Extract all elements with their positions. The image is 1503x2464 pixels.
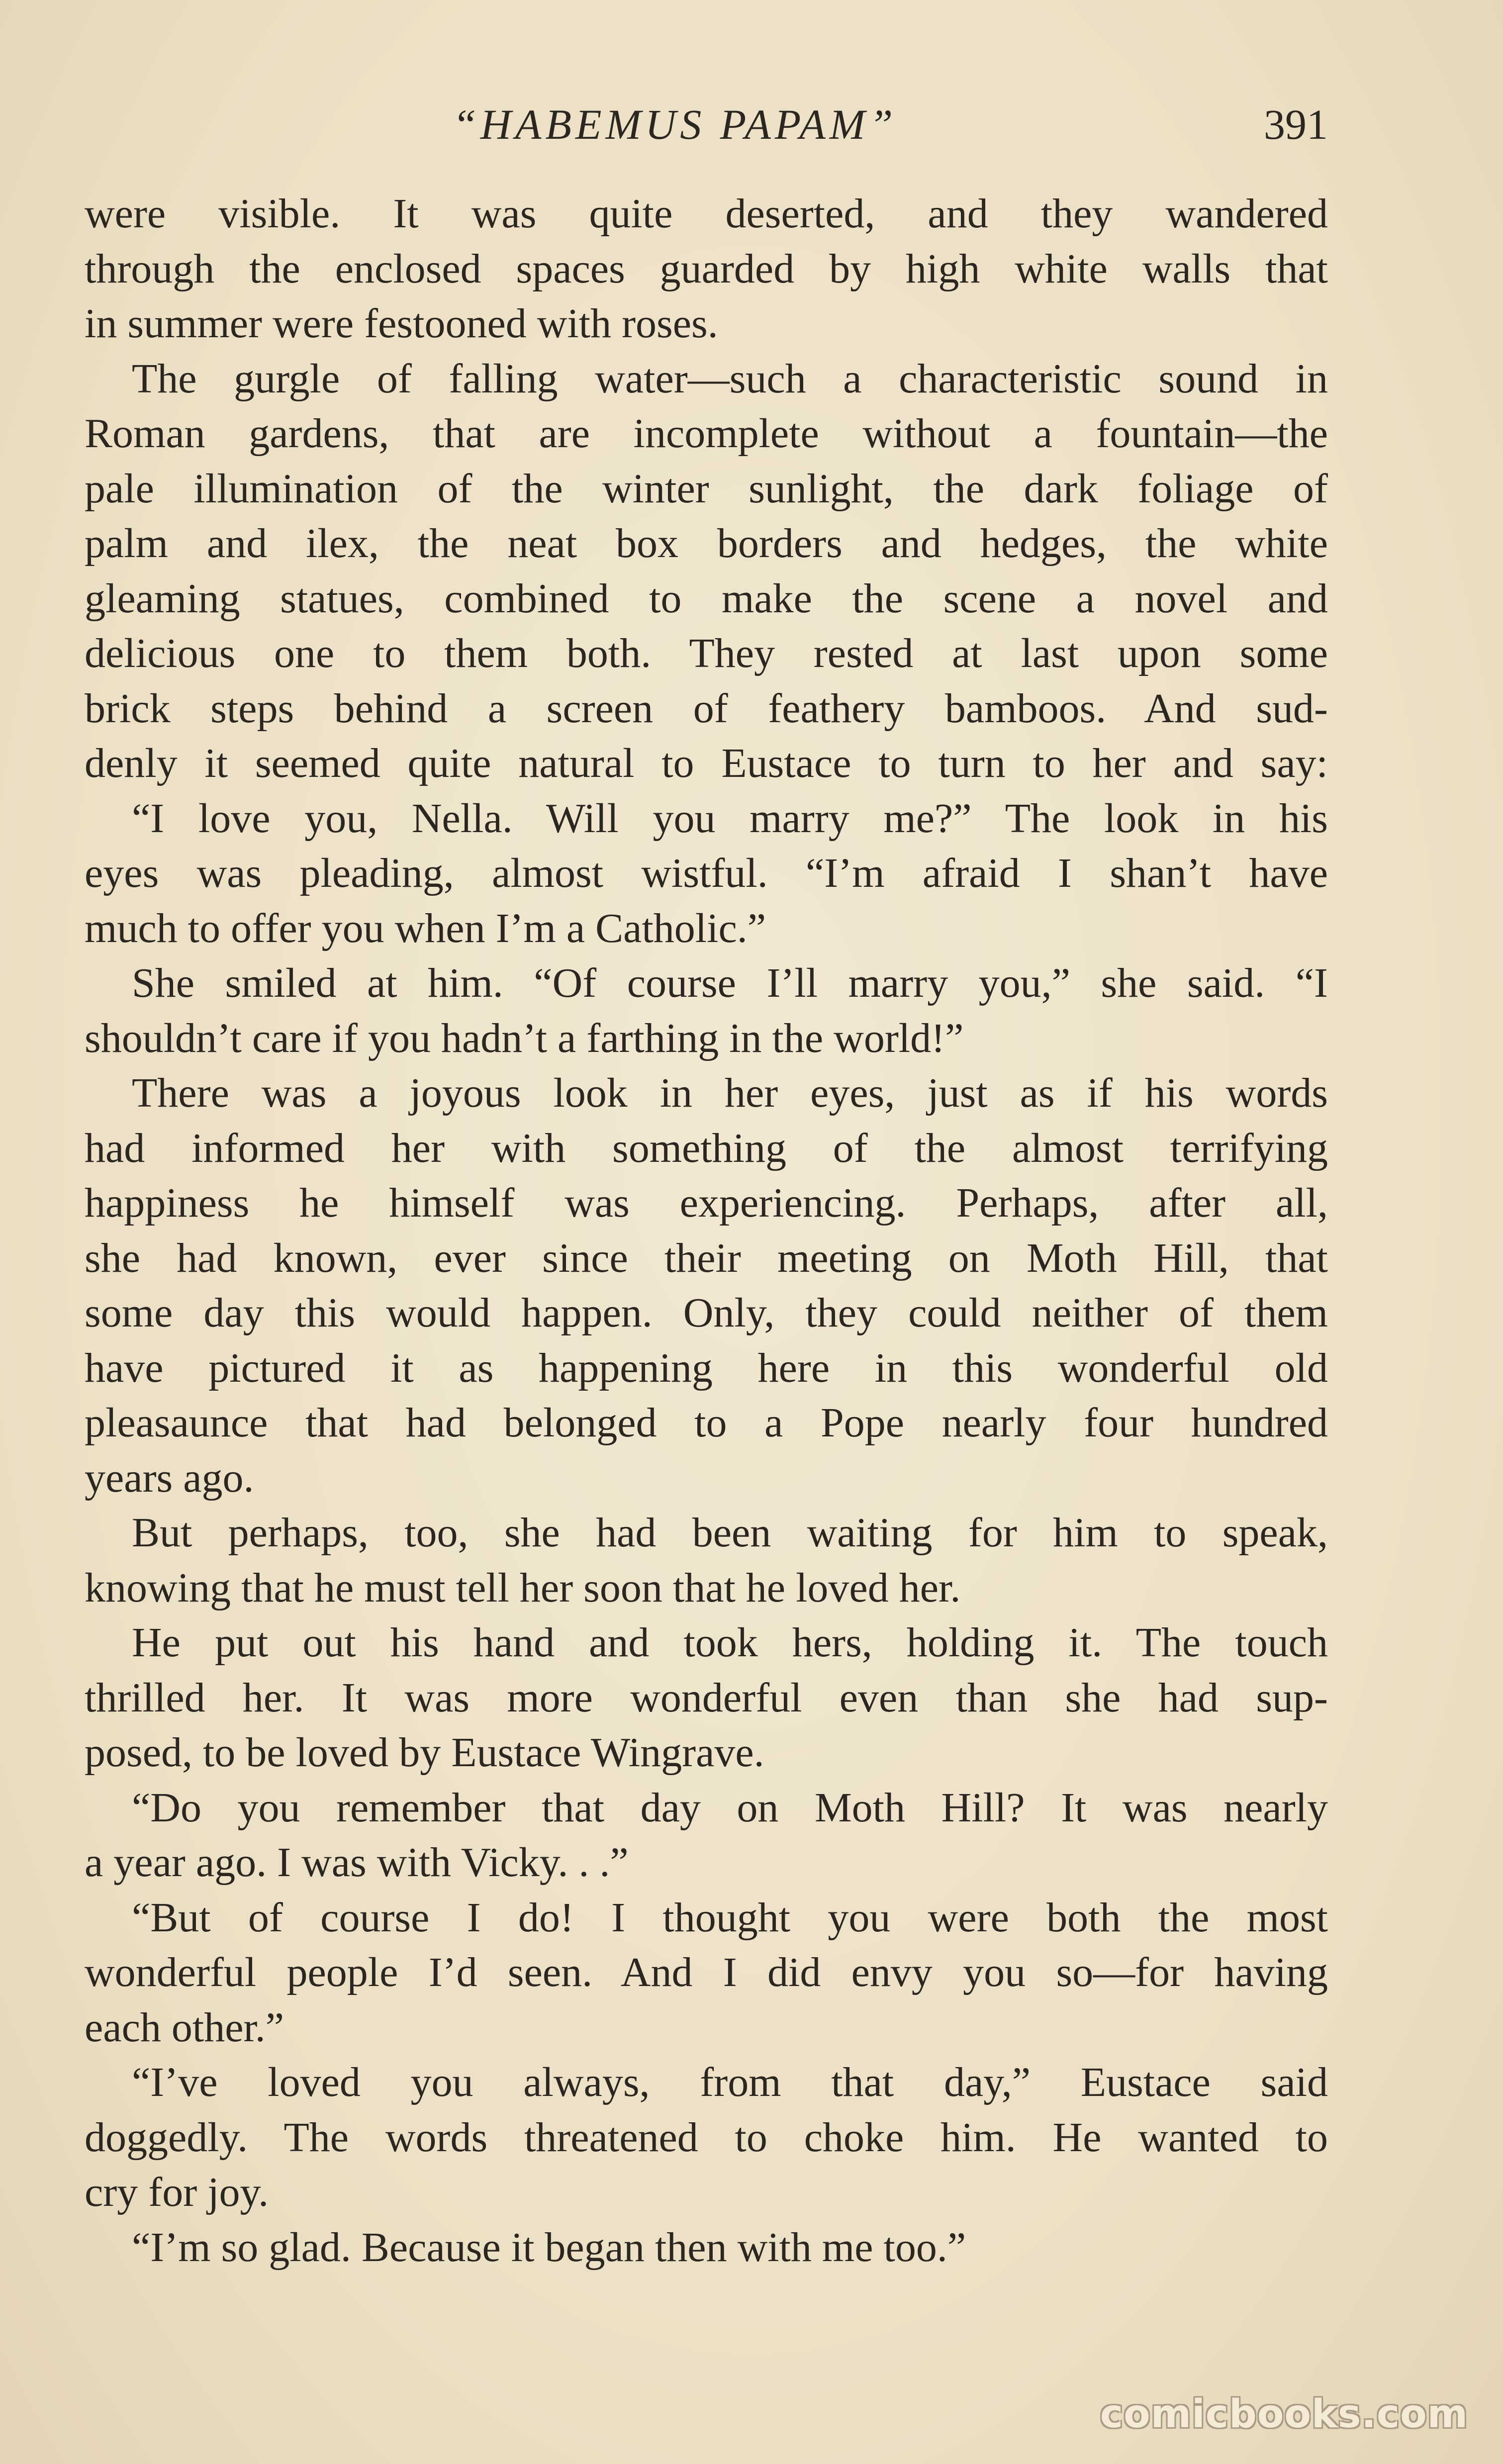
text-line: pleasaunce that had belonged to a Pope nearly four hundred: [85, 1400, 1328, 1446]
watermark: comicbooks.com: [1100, 2392, 1468, 2437]
text-line: thrilled her. It was more wonderful even than she had sup-: [85, 1674, 1328, 1721]
text-line: through the enclosed spaces guarded by high white walls that: [85, 245, 1328, 292]
text-line: “I’m so glad. Because it began then with me too.”: [132, 2224, 966, 2271]
text-line: had informed her with something of the almost terrifying: [85, 1125, 1328, 1171]
running-head: [85, 95, 1328, 159]
running-title: “HABEMUS PAPAM”: [453, 100, 897, 148]
text-line: cry for joy.: [85, 2169, 269, 2215]
text-line: have pictured it as happening here in this wonderful old: [85, 1344, 1328, 1391]
text-line: knowing that he must tell her soon that he loved her.: [85, 1564, 961, 1611]
text-line: much to offer you when I’m a Catholic.”: [85, 905, 766, 951]
text-line: Roman gardens, that are incomplete without a fountain—the: [85, 410, 1328, 457]
text-line: delicious one to them both. They rested at last upon some: [85, 630, 1328, 676]
text-line: “I’ve loved you always, from that day,” Eustace said: [132, 2059, 1328, 2105]
text-line: denly it seemed quite natural to Eustace to turn to her and say:: [85, 740, 1328, 786]
page-number: 391: [1264, 100, 1328, 148]
text-line: eyes was pleading, almost wistful. “I’m afraid I shan’t have: [85, 850, 1328, 896]
text-line: She smiled at him. “Of course I’ll marry you,” she said. “I: [132, 960, 1328, 1006]
text-line: she had known, ever since their meeting on Moth Hill, that: [85, 1234, 1328, 1281]
text-line: posed, to be loved by Eustace Wingrave.: [85, 1729, 764, 1776]
text-line: pale illumination of the winter sunlight, the dark foliage of: [85, 465, 1328, 512]
text-line: shouldn’t care if you hadn’t a farthing in the world!”: [85, 1015, 964, 1061]
text-line: wonderful people I’d seen. And I did envy you so—for having: [85, 1949, 1328, 1995]
text-line: brick steps behind a screen of feathery bamboos. And sud-: [85, 685, 1328, 732]
text-line: “I love you, Nella. Will you marry me?” The look in his: [132, 795, 1328, 842]
text-line: in summer were festooned with roses.: [85, 300, 718, 347]
text-line: a year ago. I was with Vicky. . .”: [85, 1839, 629, 1886]
text-line: some day this would happen. Only, they could neither of them: [85, 1290, 1328, 1336]
text-line: each other.”: [85, 2004, 284, 2051]
text-line: The gurgle of falling water—such a characteristic sound in: [132, 355, 1328, 402]
text-line: He put out his hand and took hers, holding it. The touch: [132, 1619, 1328, 1666]
body-text: [85, 187, 1328, 2275]
text-line: years ago.: [85, 1454, 254, 1501]
text-line: “Do you remember that day on Moth Hill? It was nearly: [132, 1784, 1328, 1831]
text-line: palm and ilex, the neat box borders and hedges, the white: [85, 520, 1328, 567]
text-line: But perhaps, too, she had been waiting for him to speak,: [132, 1510, 1328, 1556]
text-line: happiness he himself was experiencing. Perhaps, after all,: [85, 1180, 1328, 1226]
text-line: doggedly. The words threatened to choke him. He wanted to: [85, 2114, 1328, 2161]
text-line: There was a joyous look in her eyes, just as if his words: [132, 1070, 1328, 1116]
text-line: “But of course I do! I thought you were both the most: [132, 1894, 1328, 1941]
text-line: gleaming statues, combined to make the scene a novel and: [85, 575, 1328, 622]
text-line: were visible. It was quite deserted, and they wandered: [85, 190, 1328, 237]
